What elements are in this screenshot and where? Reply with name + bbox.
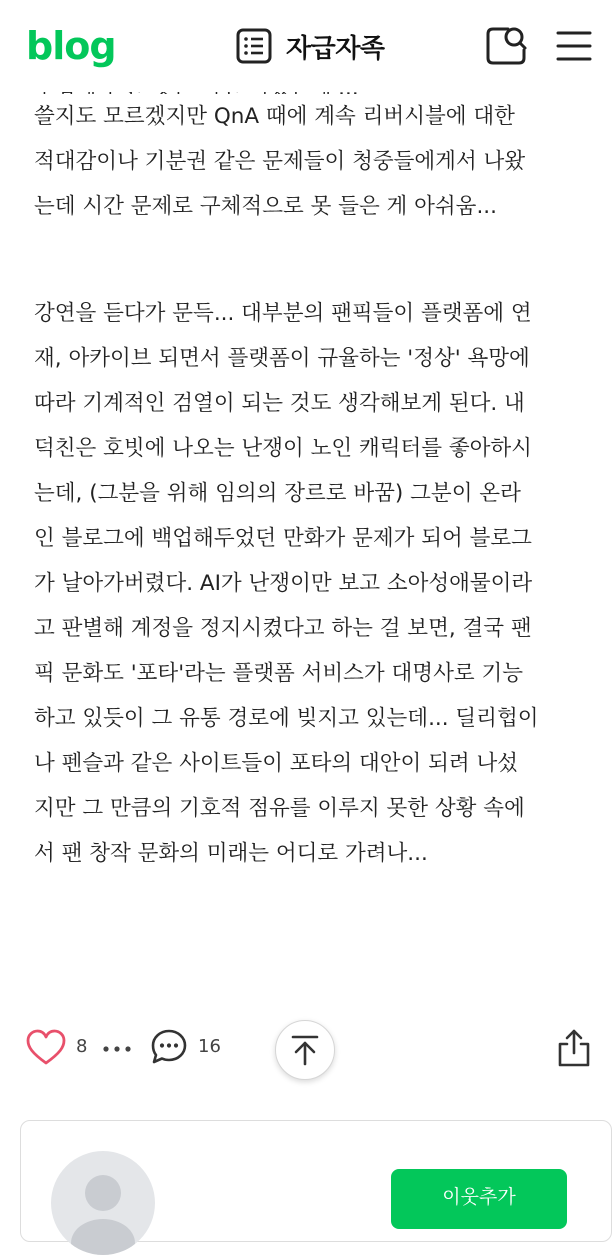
heart-icon[interactable] [26, 1028, 66, 1068]
search-icon[interactable] [484, 24, 528, 68]
arrow-up-icon [290, 1034, 320, 1066]
post-action-bar [0, 1016, 616, 1080]
comment-icon[interactable] [150, 1028, 188, 1066]
profile-card [20, 1120, 612, 1242]
blog-title-area[interactable] [236, 26, 384, 66]
paragraph-gap [34, 229, 594, 291]
post-paragraph-2: 강연을 듣다가 문득... 대부분의 팬픽들이 플랫폼에 연 재, 아카이브 되면서 플랫폼이 규율하는 '정상' 욕망에 따라 기계적인 검열이 되는 것도 생각해보게 된다. 내 덕친은 호빗에 나오는 난쟁이 노인 캐릭터를 좋아하시 는데, (그분을 위해 임의의 장르로 바꿈) 그분이 온라 인 블로그에 백업해두었던 만화가 문제가 되어 블로그 가 날아가버렸다. AI가 난쟁이만 보고 소아성애물이라 고 판별해 계정을 정지시켰다고 하는 걸 보면, 결국 팬 픽 문화도 '포타'라는 플랫폼 서비스가 대명사로 기능 하고 있듯이 그 유통 경로에 빚지고 있는데... 딜리헙이 나 펜슬과 같은 사이트들이 포타의 대안이 되려 나섰 지만 그 만큼의 기호적 점유를 이루지 못한 상황 속에 서 팬 창작 문화의 미래는 어디로 가려나... [34, 301, 539, 866]
more-icon[interactable] [101, 1040, 133, 1058]
follow-button[interactable]: 이웃추가 [391, 1169, 567, 1229]
blog-title[interactable]: 자급자족 [286, 33, 385, 64]
post-paragraph-1: 쓸지도 모르겠지만 QnA 때에 계속 리버시블에 대한 적대감이나 기분권 같은 문제들이 청중들에게서 나왔 는데 시간 문제로 구체적으로 못 들은 게 아쉬움... [34, 104, 526, 219]
blog-logo[interactable]: blog [26, 24, 116, 68]
top-header [0, 0, 616, 92]
comment-count: 16 [198, 1036, 221, 1057]
share-icon[interactable] [556, 1028, 592, 1068]
like-count: 8 [76, 1036, 88, 1057]
avatar-icon [51, 1151, 155, 1255]
scroll-to-top-button[interactable] [275, 1020, 335, 1080]
post-body [34, 66, 594, 876]
menu-icon[interactable] [552, 24, 596, 68]
avatar[interactable] [51, 1151, 155, 1255]
list-icon [236, 28, 272, 64]
